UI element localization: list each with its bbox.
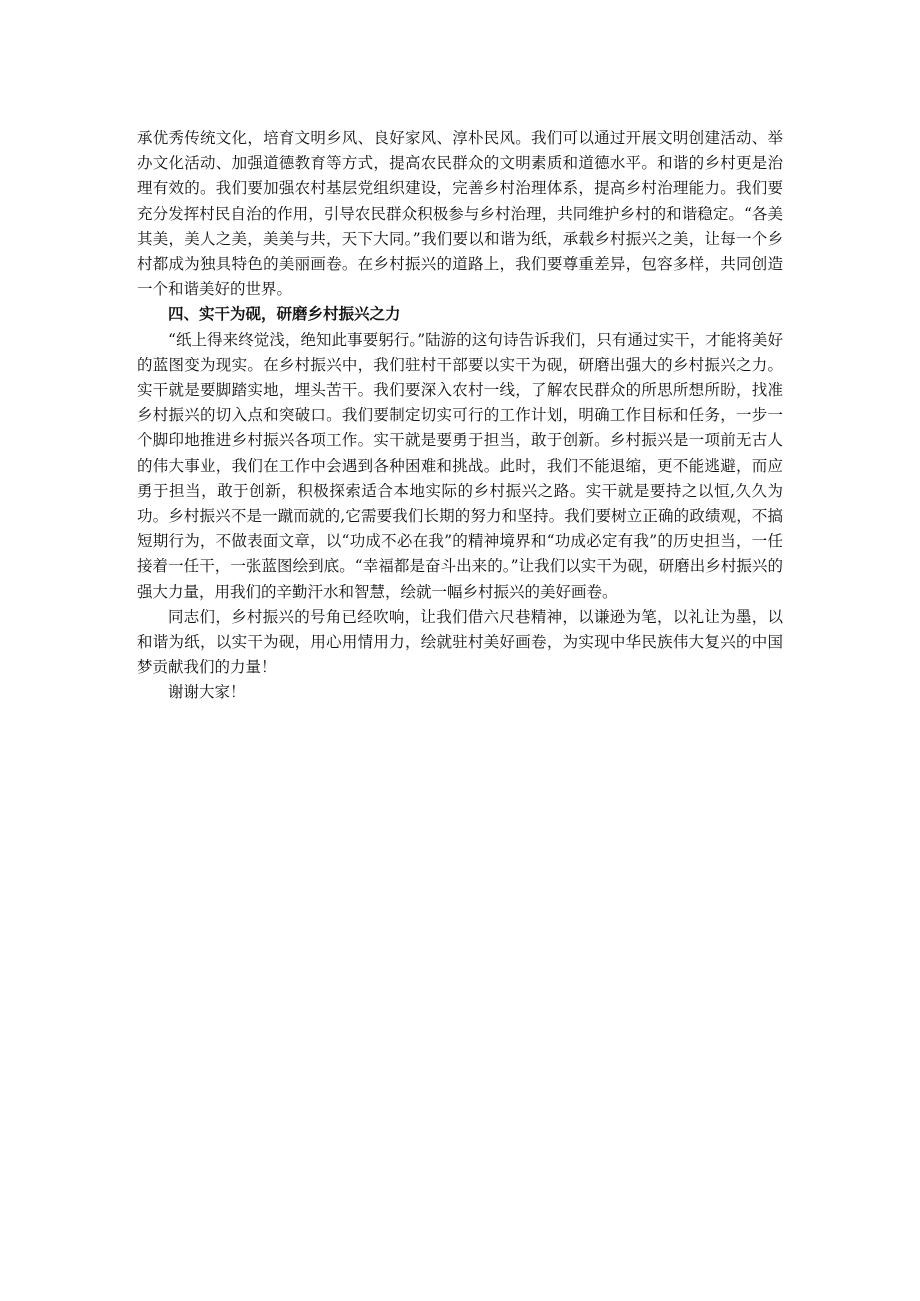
paragraph-practice: “纸上得来终觉浅，绝知此事要躬行。”陆游的这句诗告诉我们，只有通过实干，才能将美好的蓝图变为现实。在乡村振兴中，我们驻村干部要以实干为砚，研磨出强大的乡村振兴之力。实干就是要脚踏实地，埋头苦干。我们要深入农村一线，了解农民群众的所思所想所盼，找准乡村振兴的切入点和突破口。我们要制定切实可行的工作计划，明确工作目标和任务，一步一个脚印地推进乡村振兴各项工作。实干就是要勇于担当，敢于创新。乡村振兴是一项前无古人的伟大事业，我们在工作中会遇到各种困难和挑战。此时，我们不能退缩，更不能逃避，而应勇于担当，敢于创新，积极探索适合本地实际的乡村振兴之路。实干就是要持之以恒,久久为功。乡村振兴不是一蹴而就的,它需要我们长期的努力和坚持。我们要树立正确的政绩观，不搞短期行为，不做表面文章，以“功成不必在我”的精神境界和“功成必定有我”的历史担当，一任接着一任干，一张蓝图绘到底。“幸福都是奋斗出来的。”让我们以实干为砚，研磨出乡村振兴的强大力量，用我们的辛勤汗水和智慧，绘就一幅乡村振兴的美好画卷。 [137,330,783,601]
thanks-line: 谢谢大家！ [168,683,246,702]
document-body [137,126,783,706]
paragraph-continued: 承优秀传统文化，培育文明乡风、良好家风、淳朴民风。我们可以通过开展文明创建活动、举办文化活动、加强道德教育等方式，提高农民群众的文明素质和道德水平。和谐的乡村更是治理有效的。我们要加强农村基层党组织建设，完善乡村治理体系，提高乡村治理能力。我们要充分发挥村民自治的作用，引导农民群众积极参与乡村治理，共同维护乡村的和谐稳定。“各美其美，美人之美，美美与共，天下大同。”我们要以和谐为纸，承载乡村振兴之美，让每一个乡村都成为独具特色的美丽画卷。在乡村振兴的道路上，我们要尊重差异，包容多样，共同创造一个和谐美好的世界。 [137,129,783,299]
section-heading: 四、实干为砚，研磨乡村振兴之力 [168,305,401,324]
paragraph-closing: 同志们，乡村振兴的号角已经吹响，让我们借六尺巷精神，以谦逊为笔，以礼让为墨，以和谐为纸，以实干为砚，用心用情用力，绘就驻村美好画卷，为实现中华民族伟大复兴的中国梦贡献我们的力量！ [137,607,783,677]
